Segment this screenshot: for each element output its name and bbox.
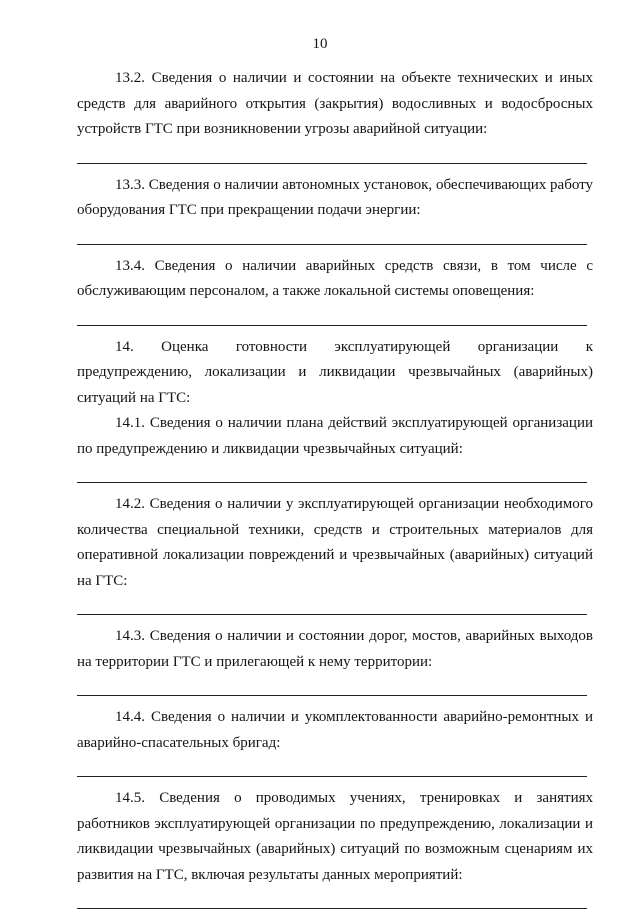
item-14 <box>77 335 593 412</box>
answer-line-14-3[interactable] <box>77 695 587 696</box>
answer-line-14-1[interactable] <box>77 482 587 483</box>
item-13-4-text: 13.4. Сведения о наличии аварийных средств связи, в том числе с обслуживающим персоналом, а также локальной системы оповещения: <box>77 257 593 299</box>
item-13-3-text: 13.3. Сведения о наличии автономных установок, обеспечивающих работу оборудования ГТС при прекращении подачи энергии: <box>77 176 593 218</box>
item-13-2 <box>77 66 593 143</box>
item-14-3-text: 14.3. Сведения о наличии и состоянии дорог, мостов, аварийных выходов на территории ГТС и прилегающей к нему территории: <box>77 628 593 670</box>
item-14-4 <box>77 705 593 756</box>
answer-line-13-4[interactable] <box>77 325 587 326</box>
answer-line-14-2[interactable] <box>77 614 587 615</box>
item-14-4-text: 14.4. Сведения о наличии и укомплектованности аварийно-ремонтных и аварийно-спасательных бригад: <box>77 709 593 751</box>
page-number: 10 <box>312 36 328 52</box>
answer-line-14-4[interactable] <box>77 776 587 777</box>
answer-line-13-2[interactable] <box>77 163 587 164</box>
item-13-2-text: 13.2. Сведения о наличии и состоянии на объекте технических и иных средств для аварийного открытия (закрытия) водосливных и водосбросных устройств ГТС при возникновении угрозы аварийной ситуации: <box>77 70 593 137</box>
answer-line-14-5[interactable] <box>77 908 587 909</box>
item-14-2 <box>77 492 593 594</box>
document-body <box>77 66 593 918</box>
item-14-2-text: 14.2. Сведения о наличии у эксплуатирующей организации необходимого количества специальной техники, средств и строительных материалов для оперативной локализации повреждений и чрезвычайных (аварийных) ситуаций на ГТС: <box>77 496 593 589</box>
answer-line-13-3[interactable] <box>77 244 587 245</box>
item-13-3 <box>77 173 593 224</box>
item-14-1 <box>77 411 593 462</box>
item-14-text: 14. Оценка готовности эксплуатирующей организации к предупреждению, локализации и ликвидации чрезвычайных (аварийных) ситуаций на ГТС: <box>77 338 593 406</box>
item-14-1-text: 14.1. Сведения о наличии плана действий эксплуатирующей организации по предупреждению и ликвидации чрезвычайных ситуаций: <box>77 415 593 457</box>
item-14-3 <box>77 624 593 675</box>
item-13-4 <box>77 254 593 305</box>
item-14-5 <box>77 786 593 888</box>
item-14-5-text: 14.5. Сведения о проводимых учениях, тренировках и занятиях работников эксплуатирующей организации по предупреждению, локализации и ликвидации чрезвычайных (аварийных) ситуаций по возможным сценариям их развития на ГТС, включая результаты данных мероприятий: <box>77 790 593 883</box>
